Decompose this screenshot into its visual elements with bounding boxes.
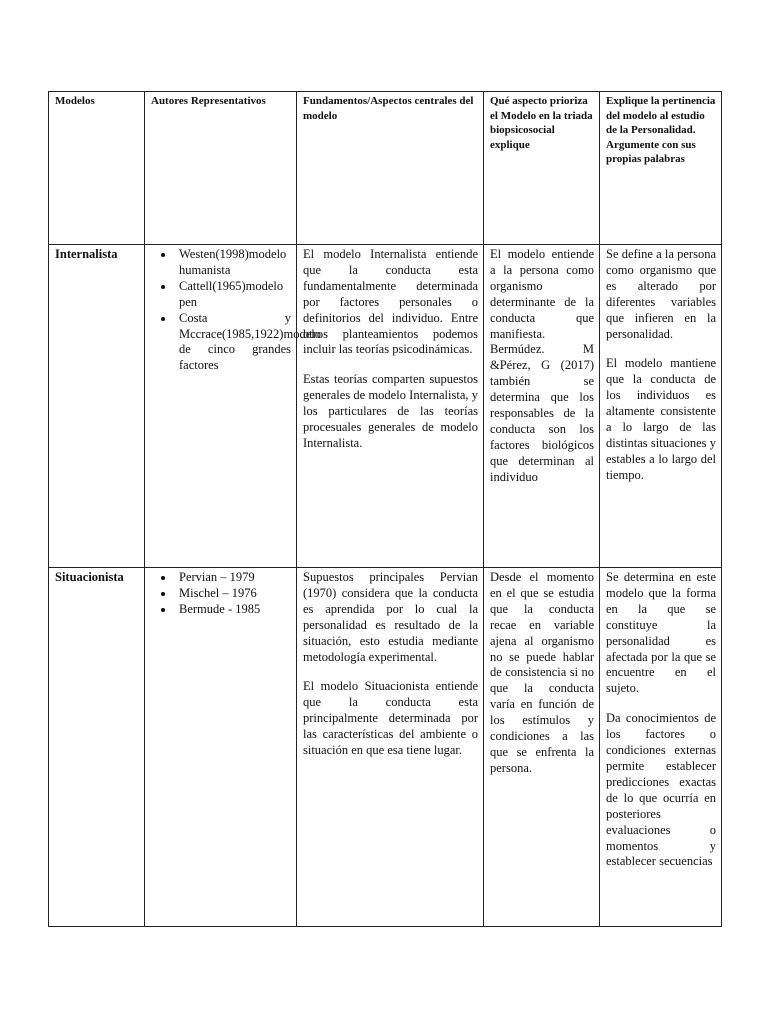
fundamentos-paragraph: El modelo Internalista entiende que la conducta esta fundamentalmente determinada por factores personales o definitorios del individuo. Entre otros planteamientos podemos incluir las teorías psicodinámicas. — [303, 247, 478, 357]
pertinencia-paragraph: Se define a la persona como organismo que es alterado por diferentes variables que infieren en la personalidad. — [606, 247, 716, 341]
author-item: • Mischel – 1976 — [175, 586, 291, 602]
fundamentos-cell — [297, 568, 484, 927]
triada-paragraph: Desde el momento en el que se estudia que la conducta recae en variable ajena al organismo no se puede hablar de consistencia si no que la conducta varía en función de los estímulos y condiciones a las que se enfrenta la persona. — [490, 570, 594, 775]
pertinencia-paragraph: Da conocimientos de los factores o condiciones externas permite establecer predicciones exactas de lo que ocurría en posteriores evaluaciones o momentos y establecer secuencias — [606, 711, 716, 869]
fundamentos-paragraph: Supuestos principales Pervian (1970) considera que la conducta es aprendida por lo cual la personalidad es resultado de la situación, esto estudia mediante metodología experimental. — [303, 570, 478, 664]
header-pertinencia: Explique la pertinencia del modelo al estudio de la Personalidad. Argumente con sus propias palabras — [600, 92, 722, 245]
author-item: • Westen(1998)modelo humanista — [175, 247, 291, 279]
pertinencia-cell — [600, 568, 722, 927]
triada-cell — [484, 568, 600, 927]
author-item: • Pervian – 1979 — [175, 570, 291, 586]
triada-paragraph: El modelo entiende a la persona como organismo determinante de la conducta que manifiesta. Bermúdez. M &Pérez, G (2017) también se determina que los responsables de la conducta son los factores biológicos que determinan al individuo — [490, 247, 594, 484]
pertinencia-paragraph: Se determina en este modelo que la forma en la que se constituye la personalidad es afectada por la que se encuentre en el sujeto. — [606, 570, 716, 696]
header-autores: Autores Representativos — [145, 92, 297, 245]
authors-cell — [145, 245, 321, 568]
authors-list — [151, 247, 321, 374]
personality-models-table — [48, 91, 722, 927]
author-item: • Costa y Mccrace(1985,1922)modelo de cinco grandes factores — [175, 311, 291, 375]
author-item: • Bermude - 1985 — [175, 602, 291, 618]
authors-cell — [145, 568, 297, 927]
table-row — [49, 245, 722, 568]
model-name: Situacionista — [49, 568, 145, 927]
table-row — [49, 568, 722, 927]
pertinencia-paragraph: El modelo mantiene que la conducta de los individuos es altamente consistente a lo largo de las distintas situaciones y estables a lo largo del tiempo. — [606, 356, 716, 482]
pertinencia-cell — [600, 245, 722, 568]
header-triada: Qué aspecto prioriza el Modelo en la triada biopsicosocial explique — [484, 92, 600, 245]
fundamentos-paragraph: El modelo Situacionista entiende que la conducta esta principalmente determinada por las características del ambiente o situación en que esa tiene lugar. — [303, 679, 478, 758]
header-fundamentos: Fundamentos/Aspectos centrales del modelo — [297, 92, 484, 245]
header-modelos: Modelos — [49, 92, 145, 245]
fundamentos-paragraph: Estas teorías comparten supuestos generales de modelo Internalista, y los particulares de las teorías procesuales generales de modelo Internalista. — [303, 372, 478, 450]
author-item: • Cattell(1965)modelo pen — [175, 279, 291, 311]
triada-cell — [484, 245, 600, 568]
fundamentos-cell — [297, 245, 484, 568]
header-row — [49, 92, 722, 245]
model-name: Internalista — [49, 245, 145, 568]
authors-list — [151, 570, 291, 618]
